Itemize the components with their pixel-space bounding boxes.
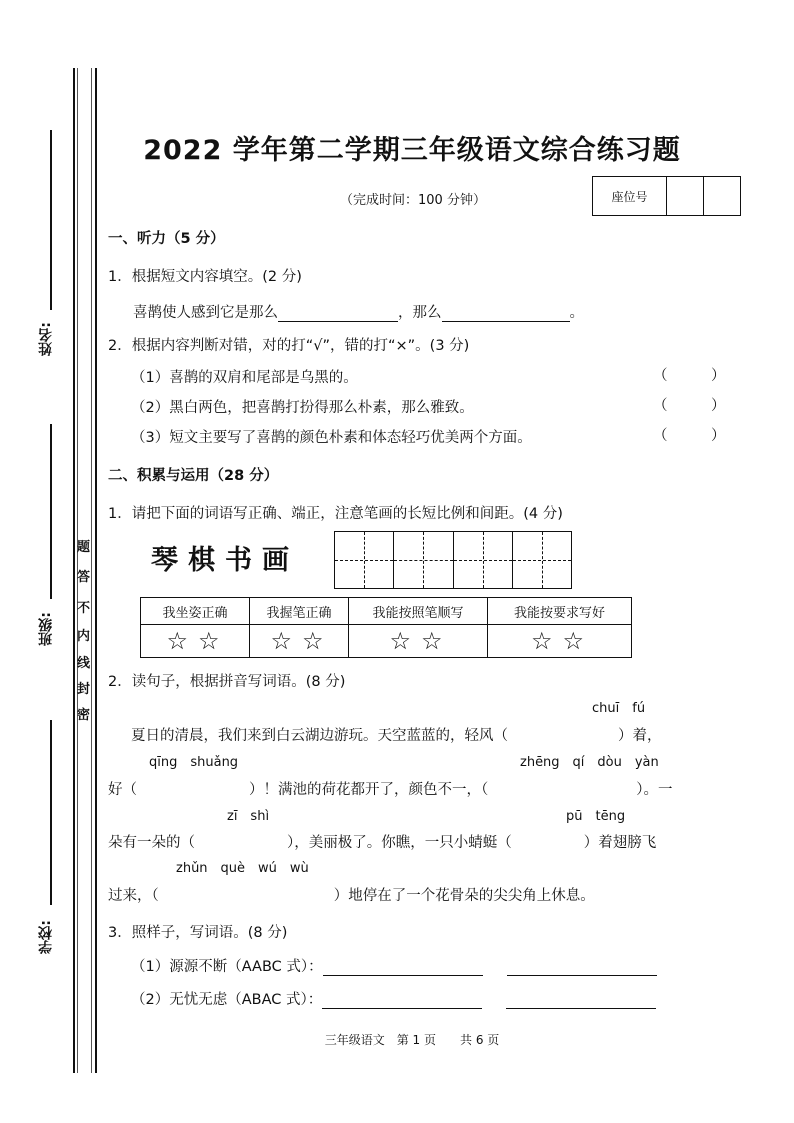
eval-header: 我能按要求写好	[488, 598, 632, 625]
question-prompt: 2．根据内容判断对错，对的打“√”，错的打“×”。(3 分)	[108, 338, 470, 354]
passage-line	[108, 884, 595, 905]
answer-blank[interactable]	[322, 994, 482, 1009]
answer-blank[interactable]	[506, 994, 656, 1009]
passage-text: ）。一	[636, 782, 673, 798]
seat-number-label: 座位号	[593, 177, 667, 215]
seal-char: 不	[77, 601, 91, 616]
writing-cell[interactable]	[454, 532, 513, 588]
seal-char: 答	[77, 570, 91, 585]
seat-number-cell[interactable]	[667, 177, 704, 215]
binding-border-mid2	[91, 68, 92, 1073]
pinyin: zhēng qí dòu yàn	[520, 755, 659, 770]
passage-text: ）地停在了一个花骨朵的尖尖角上休息。	[333, 888, 595, 904]
eval-header: 我坐姿正确	[141, 598, 250, 625]
star-rating[interactable]: ☆☆	[488, 625, 632, 658]
star-rating[interactable]: ☆☆	[141, 625, 250, 658]
page-footer: 三年级语文 第 1 页 共 6 页	[324, 1033, 500, 1047]
self-evaluation-table	[140, 597, 632, 658]
passage-text: ）着，	[618, 728, 662, 744]
eval-header: 我能按照笔顺写	[349, 598, 488, 625]
answer-paren[interactable]: （ ）	[653, 368, 726, 384]
passage-text: 朵有一朵的（	[108, 835, 195, 851]
seat-number-box	[592, 176, 741, 216]
binding-border-inner	[73, 68, 75, 1073]
fill-text: ，那么	[398, 305, 442, 321]
binding-border-outer	[95, 68, 97, 1073]
section-heading: 一、听力（5 分）	[108, 231, 225, 247]
passage-text: ）！满池的荷花都开了，颜色不一，（	[249, 782, 489, 798]
question-prompt: 2．读句子，根据拼音写词语。(8 分)	[108, 674, 346, 690]
question-prompt: 1．请把下面的词语写正确、端正，注意笔画的长短比例和间距。(4 分)	[108, 506, 563, 522]
seal-char: 线	[77, 656, 91, 671]
passage-text: ）着翅膀飞	[583, 835, 657, 851]
passage-text: 好（	[108, 782, 137, 798]
star-rating[interactable]: ☆☆	[349, 625, 488, 658]
passage-text: 夏日的清晨，我们来到白云湖边游玩。天空蓝蓝的，轻风（	[131, 728, 508, 744]
class-label: 班级:	[38, 612, 54, 646]
class-blank-line[interactable]	[50, 424, 52, 599]
word-item	[131, 988, 656, 1009]
seat-number-cell[interactable]	[704, 177, 740, 215]
word-pattern: （1）源源不断（AABC 式）：	[131, 959, 323, 975]
word-item	[131, 955, 657, 976]
answer-blank[interactable]	[323, 961, 483, 976]
answer-blank[interactable]	[442, 307, 570, 322]
answer-paren[interactable]: （ ）	[653, 398, 726, 414]
passage-text: ），美丽极了。你瞧，一只小蜻蜓（	[287, 835, 512, 851]
passage-line	[131, 724, 662, 745]
pinyin: zhǔn què wú wù	[176, 861, 309, 876]
passage-line	[108, 831, 656, 852]
passage-text: 过来，（	[108, 888, 159, 904]
seal-char: 封	[77, 682, 91, 697]
answer-blank[interactable]	[507, 961, 657, 976]
name-label: 姓名:	[38, 322, 54, 356]
pinyin: chuī fú	[592, 701, 646, 716]
writing-grid	[334, 531, 572, 589]
answer-blank[interactable]	[278, 307, 398, 322]
time-limit: （完成时间：100 分钟）	[340, 193, 486, 208]
pinyin: pū tēng	[566, 809, 626, 824]
seal-char: 内	[77, 629, 91, 644]
pinyin: zī shì	[227, 809, 270, 824]
writing-cell[interactable]	[335, 532, 394, 588]
passage-line	[108, 778, 673, 799]
judge-item: （2）黑白两色，把喜鹊打扮得那么朴素，那么雅致。	[131, 400, 474, 416]
school-label: 学校:	[38, 920, 54, 954]
word-pattern: （2）无忧无虑（ABAC 式）：	[131, 992, 323, 1008]
eval-header: 我握笔正确	[250, 598, 349, 625]
pinyin: qīng shuǎng	[149, 755, 239, 770]
writing-cell[interactable]	[394, 532, 453, 588]
fill-text: 喜鹊使人感到它是那么	[133, 305, 278, 321]
school-blank-line[interactable]	[50, 720, 52, 905]
judge-item: （1）喜鹊的双肩和尾部是乌黑的。	[131, 370, 358, 386]
fill-line	[133, 301, 584, 322]
model-words: 琴棋书画	[151, 545, 299, 576]
fill-text: 。	[569, 305, 584, 321]
question-prompt: 1．根据短文内容填空。(2 分)	[108, 269, 302, 285]
seal-char: 密	[77, 708, 91, 723]
star-rating[interactable]: ☆☆	[250, 625, 349, 658]
answer-paren[interactable]: （ ）	[653, 428, 726, 444]
section-heading: 二、积累与运用（28 分）	[108, 468, 279, 484]
writing-cell[interactable]	[513, 532, 571, 588]
page-title: 2022 学年第二学期三年级语文综合练习题	[143, 135, 681, 166]
seal-char: 题	[77, 540, 91, 555]
question-prompt: 3．照样子，写词语。(8 分)	[108, 925, 288, 941]
judge-item: （3）短文主要写了喜鹊的颜色朴素和体态轻巧优美两个方面。	[131, 430, 532, 446]
